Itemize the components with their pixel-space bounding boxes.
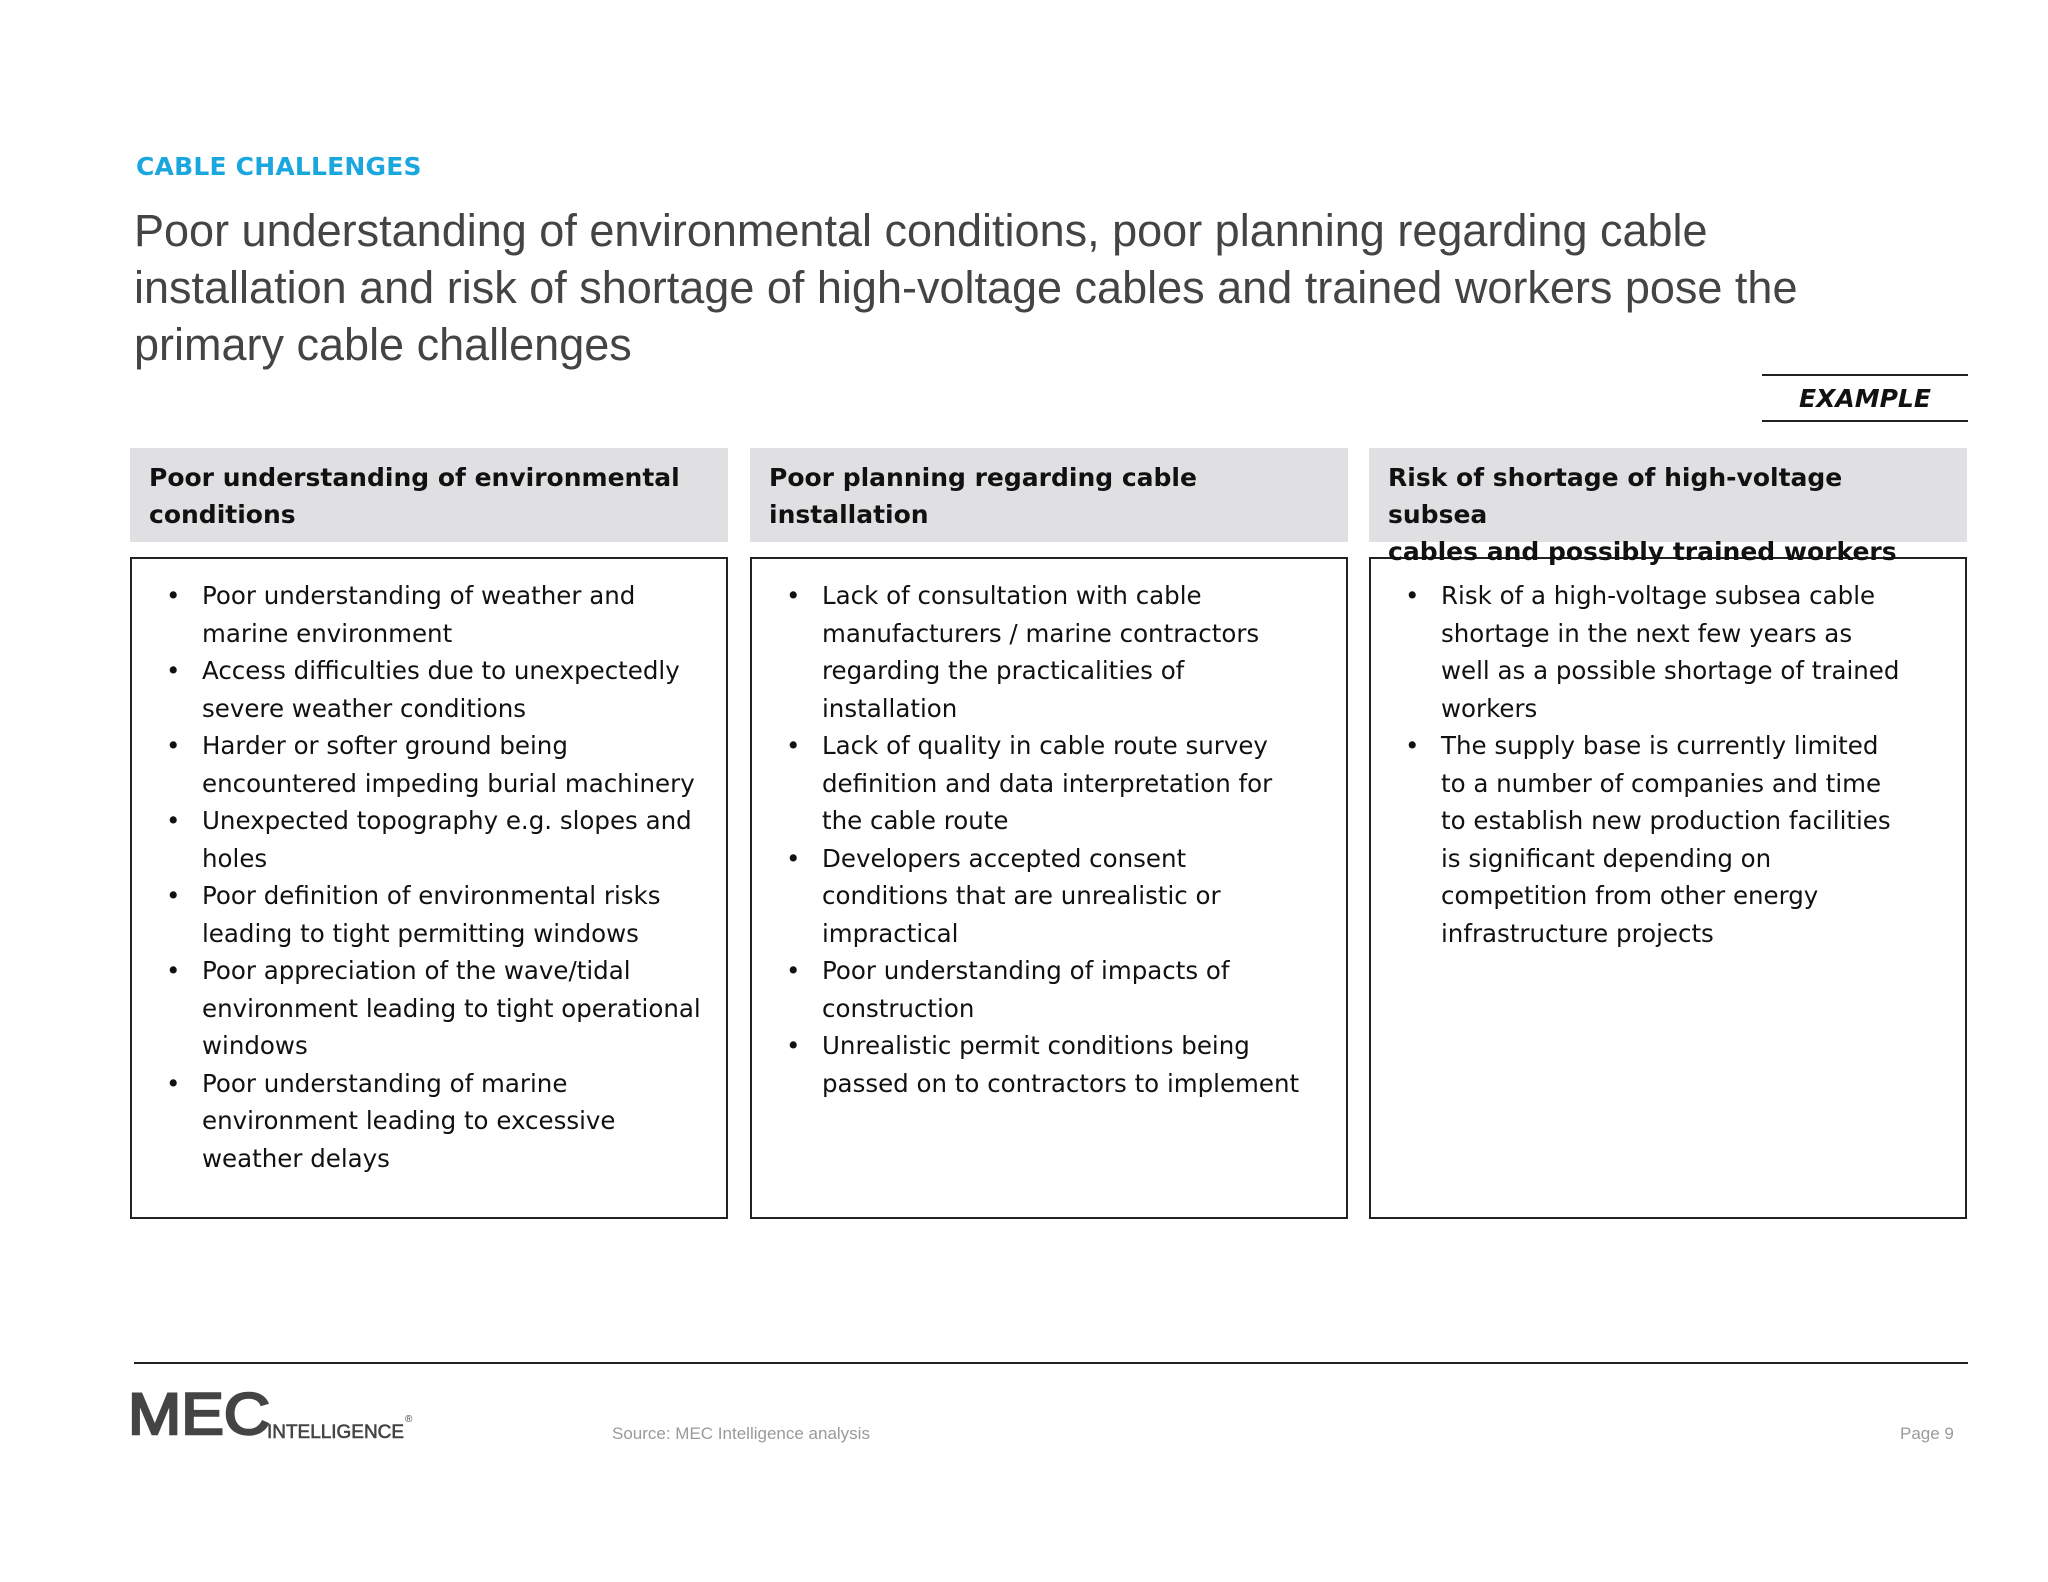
section-label: CABLE CHALLENGES — [136, 152, 422, 181]
bullet-line: the cable route — [822, 806, 1009, 835]
bullet-icon: • — [166, 656, 181, 685]
column-body — [1369, 557, 1967, 1219]
challenge-column-environment — [130, 448, 728, 1219]
page-title-line: Poor understanding of environmental conditions, poor planning regarding cable — [134, 205, 1708, 256]
bullet-line: encountered impeding burial machinery — [202, 768, 695, 798]
column-header-line: Poor understanding of environmental — [149, 463, 680, 492]
bullet-line: Poor definition of environmental risks — [202, 881, 661, 910]
bullet-line: construction — [822, 993, 975, 1023]
page-number: Page 9 — [1900, 1424, 1954, 1443]
bullet-line: windows — [202, 1031, 308, 1060]
bullet-line: Poor appreciation of the wave/tidal — [202, 956, 631, 985]
bullet-list — [166, 577, 718, 1177]
bullet-line: to establish new production facilities — [1441, 806, 1891, 835]
bullet-icon: • — [166, 1068, 181, 1098]
bullet-icon: • — [1405, 581, 1420, 610]
list-item — [166, 652, 718, 727]
column-header-line: Risk of shortage of high-voltage subsea — [1388, 463, 1843, 529]
list-item — [166, 952, 718, 1065]
example-tag: EXAMPLE — [1762, 374, 1968, 422]
column-header — [130, 448, 728, 542]
bullet-line: Poor understanding of marine — [202, 1068, 568, 1098]
list-item — [786, 727, 1338, 840]
bullet-line: impractical — [822, 918, 959, 948]
list-item — [166, 727, 718, 802]
bullet-list — [786, 577, 1338, 1102]
bullet-line: definition and data interpretation for — [822, 768, 1273, 798]
column-header — [750, 448, 1348, 542]
bullet-line: conditions that are unrealistic or — [822, 881, 1221, 910]
list-item — [166, 802, 718, 877]
bullet-line: manufacturers / marine contractors — [822, 618, 1260, 648]
bullet-line: Developers accepted consent — [822, 843, 1187, 873]
list-item — [166, 877, 718, 952]
bullet-line: installation — [822, 693, 958, 723]
bullet-icon: • — [786, 731, 801, 760]
bullet-line: workers — [1441, 693, 1538, 723]
logo-main-text: MEC — [128, 1386, 270, 1442]
bullet-line: leading to tight permitting windows — [202, 918, 639, 948]
bullet-line: regarding the practicalities of — [822, 656, 1185, 685]
bullet-line: weather delays — [202, 1143, 390, 1173]
column-header-line: conditions — [149, 500, 296, 529]
page-title-line: primary cable challenges — [134, 319, 632, 370]
bullet-line: Poor understanding of impacts of — [822, 956, 1230, 985]
bullet-line: environment leading to excessive — [202, 1106, 616, 1135]
bullet-line: Lack of quality in cable route survey — [822, 731, 1268, 760]
bullet-icon: • — [166, 581, 181, 610]
bullet-line: severe weather conditions — [202, 693, 527, 723]
bullet-line: Unexpected topography e.g. slopes and — [202, 806, 692, 835]
bullet-line: Risk of a high-voltage subsea cable — [1441, 581, 1876, 610]
list-item — [786, 952, 1338, 1027]
bullet-icon: • — [166, 881, 181, 910]
bullet-line: Unrealistic permit conditions being — [822, 1031, 1250, 1060]
footer-divider — [134, 1362, 1968, 1364]
bullet-line: well as a possible shortage of trained — [1441, 656, 1900, 685]
bullet-icon: • — [1405, 731, 1420, 760]
logo-registered-mark: ® — [405, 1414, 413, 1425]
column-body — [750, 557, 1348, 1219]
bullet-line: Lack of consultation with cable — [822, 581, 1202, 610]
bullet-line: holes — [202, 843, 268, 873]
bullet-list — [1405, 577, 1957, 952]
bullet-line: is significant depending on — [1441, 843, 1772, 873]
page-title — [134, 202, 1934, 373]
bullet-line: shortage in the next few years as — [1441, 618, 1853, 648]
mec-intelligence-logo — [128, 1386, 428, 1442]
column-header-line: Poor planning regarding cable installation — [769, 463, 1197, 529]
bullet-icon: • — [166, 731, 181, 760]
bullet-line: environment leading to tight operational — [202, 993, 701, 1023]
list-item — [166, 577, 718, 652]
list-item — [786, 840, 1338, 953]
bullet-icon: • — [786, 1031, 801, 1060]
bullet-line: The supply base is currently limited — [1441, 731, 1879, 760]
bullet-line: passed on to contractors to implement — [822, 1068, 1300, 1098]
bullet-line: infrastructure projects — [1441, 918, 1714, 948]
bullet-line: marine environment — [202, 618, 453, 648]
source-note: Source: MEC Intelligence analysis — [612, 1424, 870, 1443]
bullet-line: Harder or softer ground being — [202, 731, 568, 760]
bullet-icon: • — [786, 843, 801, 873]
list-item — [1405, 577, 1957, 727]
list-item — [786, 577, 1338, 727]
list-item — [1405, 727, 1957, 952]
challenge-column-shortage — [1369, 448, 1967, 1219]
bullet-line: to a number of companies and time — [1441, 768, 1882, 798]
bullet-line: Access difficulties due to unexpectedly — [202, 656, 680, 685]
bullet-icon: • — [166, 806, 181, 835]
bullet-icon: • — [786, 956, 801, 985]
page-title-line: installation and risk of shortage of high-voltage cables and trained workers pose the — [134, 262, 1798, 313]
bullet-icon: • — [786, 581, 801, 610]
logo-sub-text: INTELLIGENCE — [267, 1422, 404, 1442]
bullet-line: competition from other energy — [1441, 881, 1819, 910]
column-header — [1369, 448, 1967, 566]
column-body — [130, 557, 728, 1219]
list-item — [786, 1027, 1338, 1102]
challenge-column-planning — [750, 448, 1348, 1219]
column-header-line: cables and possibly trained workers — [1388, 537, 1897, 566]
list-item — [166, 1065, 718, 1178]
bullet-line: Poor understanding of weather and — [202, 581, 636, 610]
bullet-icon: • — [166, 956, 181, 985]
